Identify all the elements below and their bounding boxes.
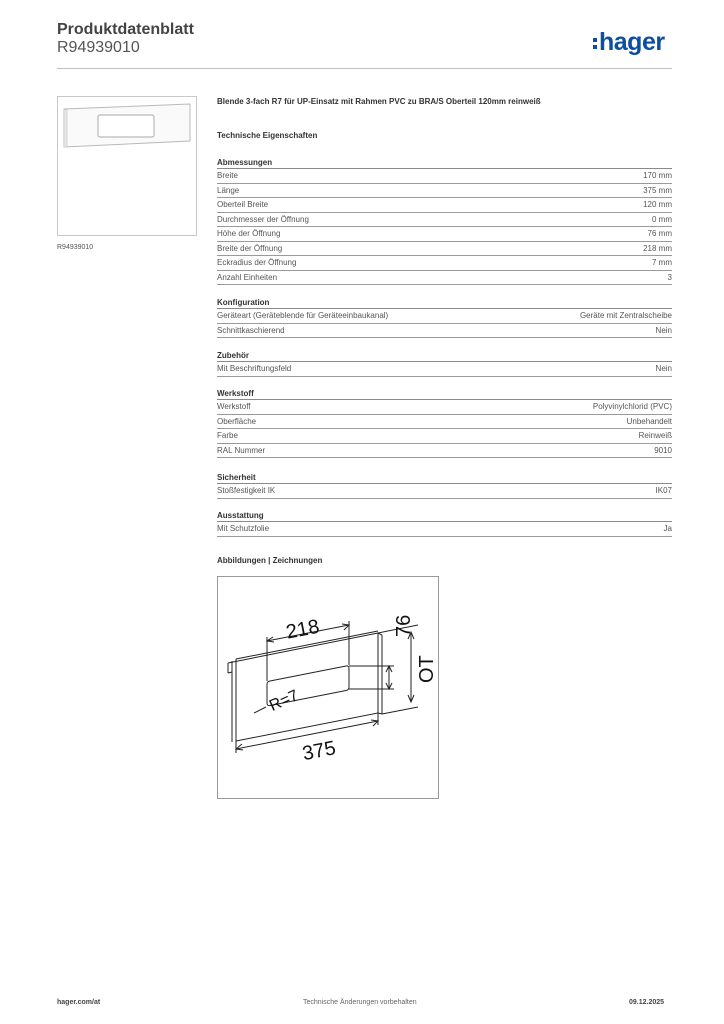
section-accessories (217, 349, 672, 377)
dimension-ot-label: OT (416, 655, 438, 683)
row-value: Nein (655, 364, 672, 374)
section-title: Zubehör (217, 349, 672, 362)
row-value: Polyvinylchlorid (PVC) (592, 402, 672, 412)
header-divider (57, 68, 672, 69)
technical-properties-heading: Technische Eigenschaften (217, 131, 318, 140)
row-value: Unbehandelt (626, 416, 672, 426)
table-row (217, 415, 672, 430)
row-label: Oberteil Breite (217, 200, 269, 210)
product-description: Blende 3-fach R7 für UP-Einsatz mit Rahmen PVC zu BRA/S Oberteil 120mm reinweiß (217, 97, 541, 106)
row-label: Höhe der Öffnung (217, 229, 281, 239)
section-material (217, 387, 672, 458)
row-value: Reinweiß (638, 431, 672, 441)
table-row (217, 522, 672, 537)
dimension-height-label: 76 (393, 614, 415, 637)
logo-text: hager (599, 28, 665, 56)
product-image (57, 96, 197, 236)
logo-dots-icon (593, 38, 597, 49)
footer-website: hager.com/at (57, 999, 101, 1006)
row-label: Breite der Öffnung (217, 243, 283, 253)
row-label: Anzahl Einheiten (217, 272, 278, 282)
row-label: Mit Schutzfolie (217, 524, 270, 534)
row-value: 120 mm (643, 200, 672, 210)
row-value: 9010 (654, 445, 672, 455)
table-row (217, 256, 672, 271)
table-row (217, 227, 672, 242)
table-row (217, 484, 672, 499)
table-row (217, 198, 672, 213)
table-row (217, 444, 672, 459)
image-caption: R94939010 (57, 244, 94, 251)
section-dimensions (217, 156, 672, 285)
dimension-length-label: 375 (300, 737, 338, 766)
page-title: Produktdatenblatt (57, 21, 194, 38)
table-row (217, 324, 672, 339)
row-value: 76 mm (647, 229, 672, 239)
table-row (217, 213, 672, 228)
section-safety (217, 471, 672, 499)
row-label: Stoßfestigkeit IK (217, 486, 276, 496)
section-title: Werkstoff (217, 387, 672, 400)
row-value: IK07 (655, 486, 672, 496)
technical-drawing (217, 576, 439, 799)
row-label: Geräteart (Geräteblende für Geräteeinbaukanal) (217, 311, 389, 321)
row-value: 170 mm (643, 171, 672, 181)
dimension-radius-label: R=7 (267, 687, 302, 715)
section-equipment (217, 509, 672, 537)
section-title: Sicherheit (217, 471, 672, 484)
table-row (217, 271, 672, 286)
table-row (217, 184, 672, 199)
table-row (217, 242, 672, 257)
table-row (217, 400, 672, 415)
dimension-drawing-icon (218, 577, 438, 798)
row-label: Breite (217, 171, 238, 181)
row-label: Durchmesser der Öffnung (217, 214, 309, 224)
section-title: Ausstattung (217, 509, 672, 522)
row-label: Farbe (217, 431, 238, 441)
dimension-width-label: 218 (284, 615, 322, 644)
row-value: Geräte mit Zentralscheibe (579, 311, 672, 321)
hager-logo (593, 29, 665, 55)
row-value: Nein (655, 325, 672, 335)
row-value: 0 mm (652, 214, 672, 224)
row-label: Werkstoff (217, 402, 251, 412)
row-label: RAL Nummer (217, 445, 266, 455)
table-row (217, 169, 672, 184)
footer-date: 09.12.2025 (629, 999, 665, 1006)
row-value: 3 (667, 272, 672, 282)
figures-heading: Abbildungen | Zeichnungen (217, 556, 323, 565)
row-label: Schnittkaschierend (217, 325, 285, 335)
product-number: R94939010 (57, 39, 140, 56)
row-label: Mit Beschriftungsfeld (217, 364, 292, 374)
table-row (217, 309, 672, 324)
row-value: 7 mm (652, 258, 672, 268)
footer-note: Technische Änderungen vorbehalten (303, 999, 417, 1006)
row-value: 218 mm (643, 243, 672, 253)
row-label: Länge (217, 185, 240, 195)
section-configuration (217, 296, 672, 338)
table-row (217, 429, 672, 444)
section-title: Abmessungen (217, 156, 672, 169)
table-row (217, 362, 672, 377)
row-label: Oberfläche (217, 416, 257, 426)
row-label: Eckradius der Öffnung (217, 258, 297, 268)
cover-plate-icon (58, 97, 196, 235)
row-value: Ja (663, 524, 672, 534)
row-value: 375 mm (643, 185, 672, 195)
section-title: Konfiguration (217, 296, 672, 309)
